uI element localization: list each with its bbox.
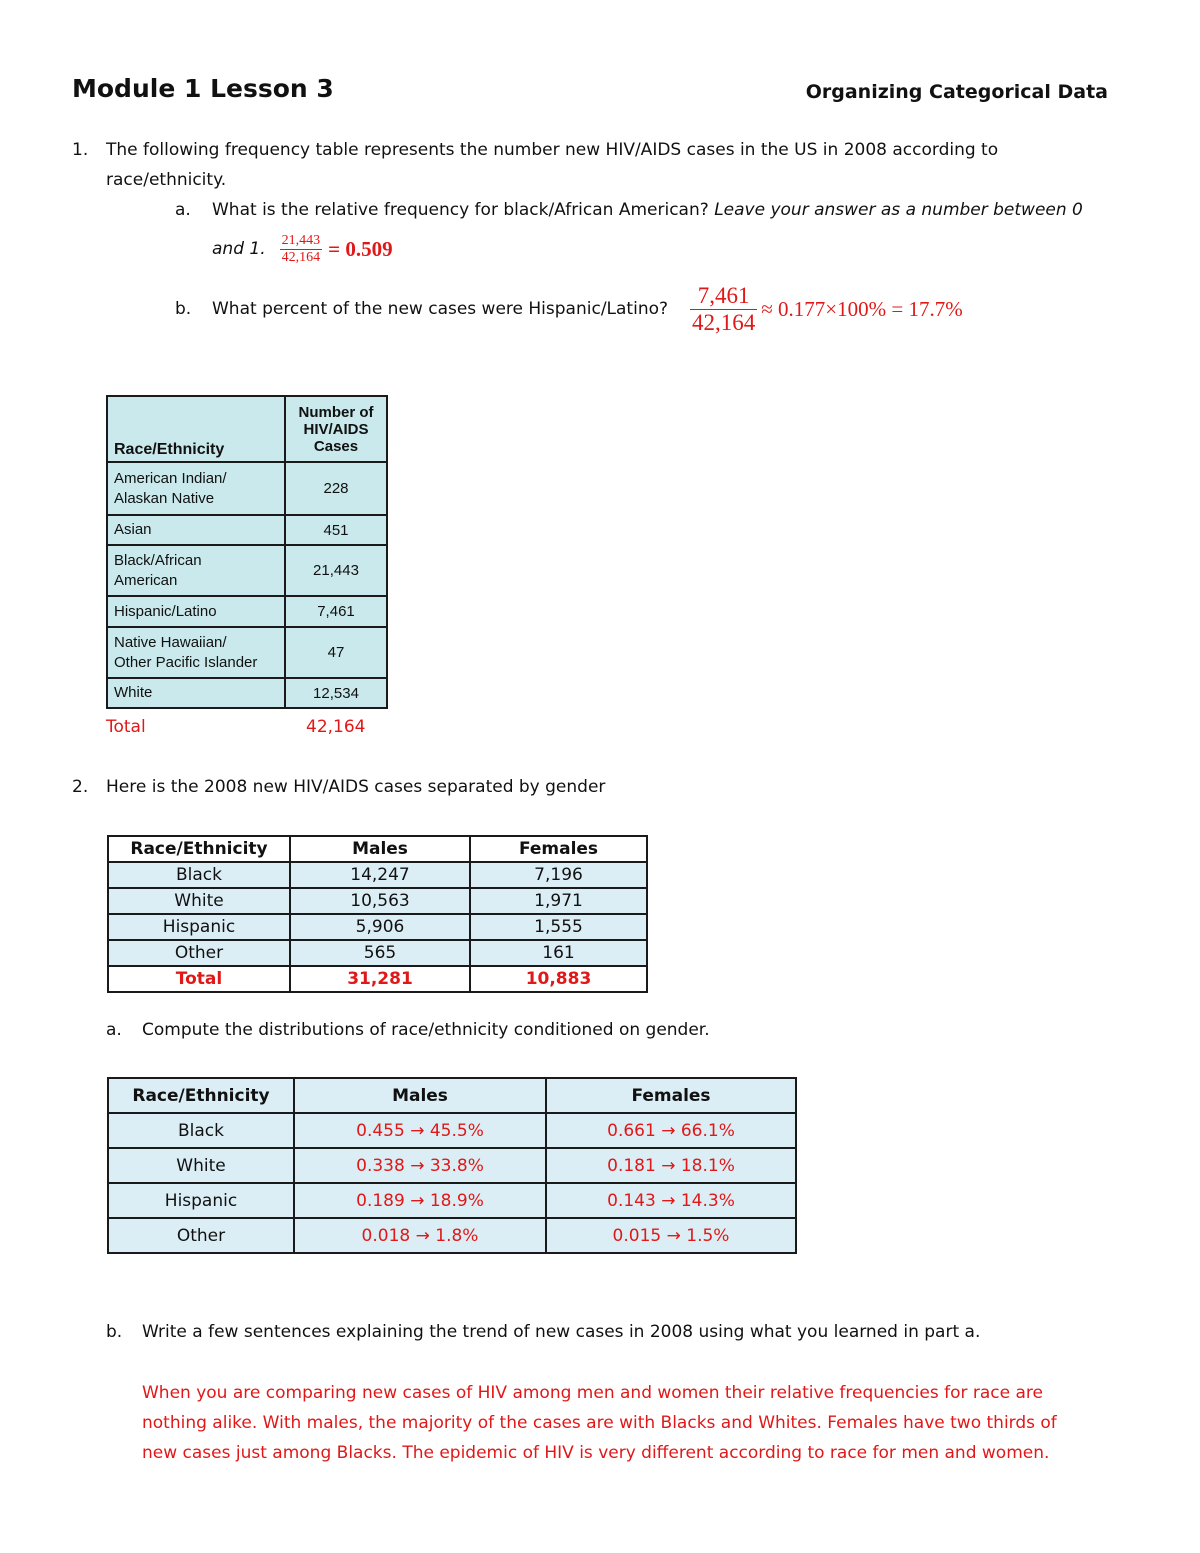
page-title: Module 1 Lesson 3: [72, 74, 334, 103]
race-cell: Asian: [107, 515, 285, 545]
table-row: [107, 515, 387, 545]
males-cell: 10,563: [290, 888, 470, 914]
males-cell: 0.189 → 18.9%: [294, 1183, 546, 1218]
table-row: [108, 940, 647, 966]
race-cell: White: [108, 888, 290, 914]
race-cell: White: [107, 678, 285, 708]
total-label-cell: Total: [108, 966, 290, 992]
table-total-label: Total: [106, 717, 146, 737]
table-row: [108, 862, 647, 888]
race-line2: Alaskan Native: [114, 489, 215, 507]
column-header-females: Females: [470, 836, 647, 862]
question-2-number: 2.: [72, 777, 89, 797]
question-1b-fraction: [690, 283, 757, 336]
table-row: [108, 888, 647, 914]
race-line2: Other Pacific Islander: [114, 653, 258, 671]
question-1a-answer: = 0.509: [328, 236, 393, 261]
cases-cell: 7,461: [285, 596, 387, 627]
race-cell: Other: [108, 1218, 294, 1253]
question-1a-instruction: Leave your answer as a number between 0: [714, 200, 1083, 220]
question-2-text: Here is the 2008 new HIV/AIDS cases separated by gender: [106, 777, 606, 797]
table-header-row: [108, 836, 647, 862]
column-header-race: Race/Ethnicity: [108, 836, 290, 862]
question-1a-marker: a.: [175, 200, 191, 220]
females-cell: 0.661 → 66.1%: [546, 1113, 796, 1148]
cases-cell: 228: [285, 462, 387, 515]
question-1a-line1: [212, 200, 1083, 220]
page-topic: Organizing Categorical Data: [805, 81, 1108, 103]
race-cell: [107, 462, 285, 515]
table-header-row: [108, 1078, 796, 1113]
table-header-row: [107, 396, 387, 462]
race-cell: Hispanic: [108, 914, 290, 940]
answer-line-1: When you are comparing new cases of HIV among men and women their relative frequencies for race are: [142, 1383, 1043, 1403]
table-row: [107, 627, 387, 678]
fraction-numerator: 7,461: [690, 283, 757, 310]
question-1-text-line1: The following frequency table represents the number new HIV/AIDS cases in the US in 2008 according to: [106, 140, 999, 160]
race-cell: Hispanic: [108, 1183, 294, 1218]
conditional-distribution-table: [107, 1077, 797, 1254]
question-1a-prompt: What is the relative frequency for black/African American?: [212, 200, 709, 220]
table-total-value: 42,164: [306, 717, 366, 737]
race-cell: White: [108, 1148, 294, 1183]
race-line2: American: [114, 571, 178, 589]
table-row: [108, 1218, 796, 1253]
cases-cell: 47: [285, 627, 387, 678]
table-row: [107, 678, 387, 708]
question-1-number: 1.: [72, 140, 89, 160]
table-total-row: [108, 966, 647, 992]
table-row: [107, 596, 387, 627]
males-cell: 5,906: [290, 914, 470, 940]
answer-line-2: nothing alike. With males, the majority of the cases are with Blacks and Whites. Females have two thirds of: [142, 1413, 1057, 1433]
race-cell: Other: [108, 940, 290, 966]
column-header-cases: Number of HIV/AIDS Cases: [285, 396, 387, 462]
cases-cell: 451: [285, 515, 387, 545]
question-1b-answer-block: [690, 278, 963, 340]
hiv-cases-by-race-table: [106, 395, 388, 709]
cases-cell: 21,443: [285, 545, 387, 596]
total-males-cell: 31,281: [290, 966, 470, 992]
answer-line-3: new cases just among Blacks. The epidemic of HIV is very different according to race for men and women.: [142, 1443, 1050, 1463]
question-1b-marker: b.: [175, 299, 192, 319]
question-2a-text: Compute the distributions of race/ethnicity conditioned on gender.: [142, 1020, 710, 1040]
column-header-race: Race/Ethnicity: [107, 396, 285, 462]
table-row: [107, 462, 387, 515]
fraction-denominator: 42,164: [281, 249, 321, 265]
table-row: [108, 1148, 796, 1183]
hiv-cases-by-gender-table: [107, 835, 648, 993]
females-cell: 1,555: [470, 914, 647, 940]
females-cell: 161: [470, 940, 647, 966]
females-cell: 0.181 → 18.1%: [546, 1148, 796, 1183]
cases-cell: 12,534: [285, 678, 387, 708]
table-row: [107, 545, 387, 596]
question-1a-fraction: [280, 233, 323, 266]
males-cell: 14,247: [290, 862, 470, 888]
total-females-cell: 10,883: [470, 966, 647, 992]
question-2b-marker: b.: [106, 1322, 123, 1342]
males-cell: 0.455 → 45.5%: [294, 1113, 546, 1148]
column-header-males: Males: [294, 1078, 546, 1113]
question-1a-instruction-cont: and 1.: [212, 239, 266, 259]
race-line1: Black/African: [114, 551, 202, 569]
females-cell: 1,971: [470, 888, 647, 914]
race-cell: Black: [108, 862, 290, 888]
females-cell: 7,196: [470, 862, 647, 888]
males-cell: 565: [290, 940, 470, 966]
females-cell: 0.143 → 14.3%: [546, 1183, 796, 1218]
males-cell: 0.338 → 33.8%: [294, 1148, 546, 1183]
race-cell: Black: [108, 1113, 294, 1148]
column-header-race: Race/Ethnicity: [108, 1078, 294, 1113]
question-2b-text: Write a few sentences explaining the trend of new cases in 2008 using what you learned in part a.: [142, 1322, 981, 1342]
fraction-denominator: 42,164: [692, 309, 756, 335]
males-cell: 0.018 → 1.8%: [294, 1218, 546, 1253]
column-header-females: Females: [546, 1078, 796, 1113]
race-cell: [107, 627, 285, 678]
question-1a-line2: [212, 226, 393, 272]
race-line1: American Indian/: [114, 469, 227, 487]
question-1-text-line2: race/ethnicity.: [106, 170, 227, 190]
females-cell: 0.015 → 1.5%: [546, 1218, 796, 1253]
table-row: [108, 1113, 796, 1148]
race-cell: Hispanic/Latino: [107, 596, 285, 627]
column-header-males: Males: [290, 836, 470, 862]
question-1b-prompt: What percent of the new cases were Hispanic/Latino?: [212, 299, 669, 319]
table-row: [108, 914, 647, 940]
question-1b-answer: ≈ 0.177×100% = 17.7%: [761, 296, 963, 321]
table-row: [108, 1183, 796, 1218]
question-2a-marker: a.: [106, 1020, 122, 1040]
race-line1: Native Hawaiian/: [114, 633, 227, 651]
race-cell: [107, 545, 285, 596]
fraction-numerator: 21,443: [281, 232, 321, 248]
